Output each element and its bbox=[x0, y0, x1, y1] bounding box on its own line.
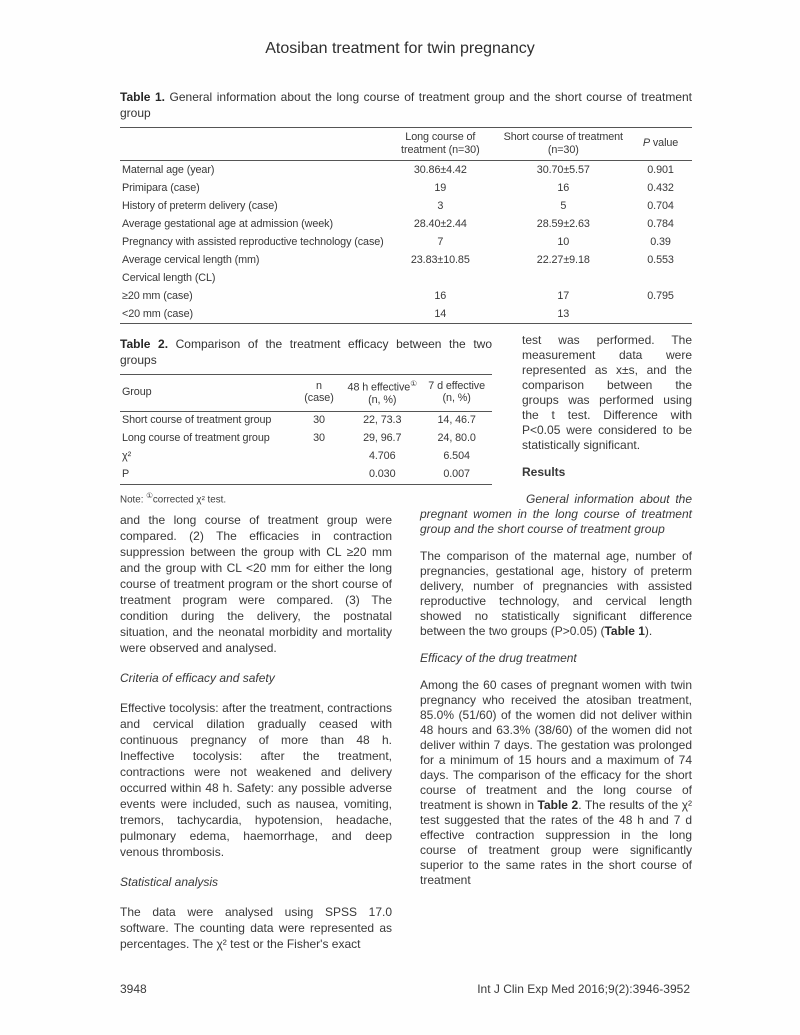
row-label-cell: Cervical length (CL) bbox=[122, 271, 216, 284]
table2-col-48h: 48 h effective① (n, %) bbox=[347, 379, 417, 407]
pvalue-cell: 0.553 bbox=[647, 253, 674, 266]
table2-note: Note: ①corrected χ² test. bbox=[120, 490, 227, 505]
table2-caption-text: Comparison of the treatment efficacy between the two groups bbox=[120, 337, 492, 367]
pvalue-cell: 0.704 bbox=[647, 199, 674, 212]
table-row bbox=[120, 197, 692, 215]
row-label-cell: Average cervical length (mm) bbox=[122, 253, 260, 266]
table2-col-n: n (case) bbox=[304, 379, 334, 405]
table1-caption bbox=[120, 90, 692, 121]
row-label-cell: ≥20 mm (case) bbox=[122, 289, 193, 302]
row-label-cell: Long course of treatment group bbox=[122, 432, 270, 445]
table1-reference: Table 1 bbox=[604, 624, 645, 638]
table2-col-7d: 7 d effective (n, %) bbox=[428, 379, 486, 405]
pvalue-cell bbox=[629, 269, 692, 287]
value-cell bbox=[498, 269, 630, 287]
table-row bbox=[120, 179, 692, 197]
table1-block bbox=[120, 90, 692, 324]
para-general-information: The comparison of the maternal age, number of pregnancies, gestational age, history of preterm delivery, number of pregnancies with assisted reproductive technology, and cervical length showed no statistically significant difference between the two groups (P>0.05) (Table 1). bbox=[420, 549, 692, 638]
row-label-cell: χ² bbox=[122, 450, 132, 463]
value-cell: 23.83±10.85 bbox=[410, 253, 470, 266]
value-cell: 30.70±5.57 bbox=[536, 163, 590, 176]
value-cell: 28.59±2.63 bbox=[536, 217, 590, 230]
table-row bbox=[120, 215, 692, 233]
para-statistical-analysis: The data were analysed using SPSS 17.0 software. The counting data were represented as percentages. The χ² test or the Fisher's exact bbox=[120, 905, 392, 951]
row-label-cell: P bbox=[122, 468, 130, 481]
para-criteria: Effective tocolysis: after the treatment, contractions and cervical dilation gradually ceased with continuous pregnancy of more than 48 h. Ineffective tocolysis: after the treatment, contractions were not weakened and delivery occurred within 48 h. Safety: any possible adverse events were included, such as nausea, vomiting, tremors, tachycardia, hypotension, headache, pulmonary edema, haemorrhage, and deep venous thrombosis. bbox=[120, 701, 392, 859]
table1-col-short: Short course of treatment (n=30) bbox=[503, 131, 623, 156]
row-label-cell: Primipara (case) bbox=[122, 181, 200, 194]
table1-col-long: Long course of treatment (n=30) bbox=[401, 131, 480, 156]
value-cell: 17 bbox=[557, 289, 570, 302]
value-cell: 0.030 bbox=[368, 468, 396, 481]
value-cell: 5 bbox=[560, 199, 567, 212]
value-cell bbox=[383, 269, 497, 287]
footer-page-number: 3948 bbox=[120, 982, 147, 996]
pvalue-cell: 0.901 bbox=[647, 163, 674, 176]
value-cell: 7 bbox=[437, 235, 444, 248]
value-cell: 6.504 bbox=[443, 450, 470, 463]
table-row bbox=[120, 269, 692, 287]
table-row bbox=[120, 287, 692, 305]
value-cell: 19 bbox=[434, 181, 447, 194]
table2-col-group: Group bbox=[122, 386, 152, 399]
heading-efficacy: Efficacy of the drug treatment bbox=[420, 651, 577, 665]
table2-reference: Table 2 bbox=[537, 798, 579, 812]
value-cell: 22, 73.3 bbox=[363, 414, 402, 427]
table1-col-blank bbox=[120, 128, 383, 161]
table1 bbox=[120, 127, 692, 324]
value-cell: 16 bbox=[434, 289, 447, 302]
value-cell: 10 bbox=[557, 235, 570, 248]
para-comparison: and the long course of treatment group were compared. (2) The efficacies in contraction suppression between the group with CL ≥20 mm and the group with CL <20 mm for either the long course of treatment program or the short course of treatment program were compared. (3) The condition during the delivery, the postnatal situation, and the neonatal morbidity and mortality were observed and analysed. bbox=[120, 513, 392, 655]
value-cell: 0.007 bbox=[443, 468, 470, 481]
row-label-cell: Maternal age (year) bbox=[122, 163, 215, 176]
value-cell: 16 bbox=[557, 181, 570, 194]
right-column bbox=[420, 333, 692, 900]
footnote-mark: ① bbox=[146, 490, 153, 500]
table-row bbox=[120, 305, 692, 324]
value-cell: 14 bbox=[434, 307, 447, 320]
table-row bbox=[120, 233, 692, 251]
pvalue-cell bbox=[629, 305, 692, 324]
row-label-cell: <20 mm (case) bbox=[122, 307, 193, 320]
row-label-cell: Short course of treatment group bbox=[122, 414, 272, 427]
value-cell: 4.706 bbox=[368, 450, 396, 463]
row-label-cell: Pregnancy with assisted reproductive technology (case) bbox=[122, 235, 384, 248]
table1-header-row bbox=[120, 128, 692, 161]
value-cell bbox=[295, 448, 343, 466]
value-cell bbox=[295, 466, 343, 485]
pvalue-cell: 0.795 bbox=[647, 289, 674, 302]
footer-journal-ref: Int J Clin Exp Med 2016;9(2):3946-3952 bbox=[477, 982, 690, 996]
para-statistics-continued: test was performed. The measurement data were represented as x±s, and the comparison between the groups was performed using the t test. Difference with P<0.05 were considered to be statistically significant. bbox=[522, 333, 692, 452]
table2-caption-label: Table 2. bbox=[120, 337, 169, 351]
value-cell: 14, 46.7 bbox=[437, 414, 476, 427]
table1-caption-text: General information about the long course of treatment group and the short course of treatment group bbox=[120, 90, 692, 120]
value-cell: 28.40±2.44 bbox=[413, 217, 467, 230]
row-label-cell: Average gestational age at admission (week) bbox=[122, 217, 333, 230]
heading-results: Results bbox=[522, 465, 566, 479]
pvalue-cell: 0.432 bbox=[647, 181, 674, 194]
pvalue-cell: 0.39 bbox=[650, 235, 671, 248]
row-label-cell: History of preterm delivery (case) bbox=[122, 199, 278, 212]
value-cell: 3 bbox=[437, 199, 444, 212]
table-row bbox=[120, 161, 692, 180]
pvalue-cell: 0.784 bbox=[647, 217, 674, 230]
value-cell: 30 bbox=[313, 414, 325, 427]
value-cell: 13 bbox=[557, 307, 570, 320]
value-cell: 22.27±9.18 bbox=[536, 253, 590, 266]
value-cell: 29, 96.7 bbox=[363, 432, 402, 445]
table-row bbox=[120, 251, 692, 269]
heading-statistical-analysis: Statistical analysis bbox=[120, 875, 219, 889]
table1-col-pvalue: P value bbox=[642, 137, 679, 150]
heading-criteria: Criteria of efficacy and safety bbox=[120, 671, 275, 685]
heading-general-information: General information about the pregnant women in the long course of treatment group and the short course of treatment group bbox=[420, 492, 692, 536]
table1-caption-label: Table 1. bbox=[120, 90, 165, 104]
footnote-mark: ① bbox=[410, 379, 417, 388]
value-cell: 30 bbox=[313, 432, 325, 445]
value-cell: 24, 80.0 bbox=[437, 432, 476, 445]
para-efficacy: Among the 60 cases of pregnant women with twin pregnancy who received the atosiban treatment, 85.0% (51/60) of the women did not deliver within 48 hours and 63.3% (38/60) of the women did not deliver within 7 days. The gestation was prolonged for a minimum of 15 hours and a maximum of 74 days. The comparison of the efficacy for the short course of treatment and the long course of treatment is shown in Table 2. The results of the χ² test suggested that the rates of the 48 h and 7 d effective contraction suppression in the long course of treatment group were significantly superior to the same rates in the short course of treatment bbox=[420, 678, 693, 887]
page-title: Atosiban treatment for twin pregnancy bbox=[265, 40, 535, 57]
value-cell: 30.86±4.42 bbox=[413, 163, 467, 176]
left-column bbox=[120, 512, 392, 966]
